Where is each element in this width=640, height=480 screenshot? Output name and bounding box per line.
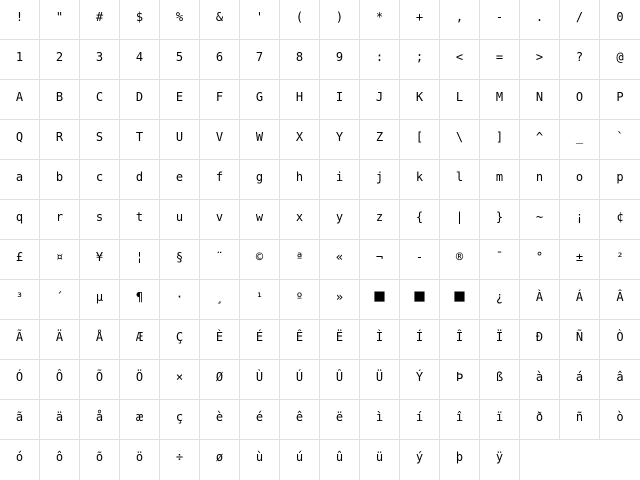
glyph-cell[interactable]: $ [120,0,160,40]
glyph-cell[interactable]: _ [560,120,600,160]
glyph-cell[interactable]: k [400,160,440,200]
glyph-cell[interactable]: / [560,0,600,40]
glyph-cell[interactable]: Y [320,120,360,160]
glyph-cell[interactable]: ¤ [40,240,80,280]
glyph-cell[interactable]: p [600,160,640,200]
glyph-cell[interactable]: Ä [40,320,80,360]
glyph-cell[interactable]: l [440,160,480,200]
glyph-cell[interactable]: i [320,160,360,200]
glyph-cell[interactable]: + [400,0,440,40]
glyph-cell[interactable]: Â [600,280,640,320]
glyph-cell-notdef[interactable]: ■ [400,280,440,320]
glyph-cell[interactable]: ³ [0,280,40,320]
glyph-cell[interactable]: % [160,0,200,40]
glyph-cell[interactable]: à [520,360,560,400]
glyph-cell[interactable]: B [40,80,80,120]
glyph-cell[interactable]: ? [560,40,600,80]
glyph-cell[interactable]: Ð [520,320,560,360]
glyph-cell[interactable]: c [80,160,120,200]
glyph-cell[interactable]: s [80,200,120,240]
glyph-cell[interactable]: Ï [480,320,520,360]
glyph-cell[interactable]: W [240,120,280,160]
glyph-cell[interactable]: ¸ [200,280,240,320]
glyph-cell[interactable]: ã [0,400,40,440]
glyph-cell[interactable]: ' [240,0,280,40]
glyph-cell[interactable]: © [240,240,280,280]
glyph-cell[interactable]: å [80,400,120,440]
glyph-cell[interactable]: ý [400,440,440,480]
glyph-cell[interactable]: x [280,200,320,240]
glyph-cell[interactable]: ] [480,120,520,160]
glyph-cell[interactable]: æ [120,400,160,440]
glyph-cell[interactable]: a [0,160,40,200]
glyph-cell[interactable]: V [200,120,240,160]
glyph-cell[interactable]: Ë [320,320,360,360]
glyph-cell[interactable]: ® [440,240,480,280]
glyph-cell[interactable]: R [40,120,80,160]
glyph-cell[interactable]: = [480,40,520,80]
glyph-cell[interactable]: Á [560,280,600,320]
glyph-cell[interactable]: ¶ [120,280,160,320]
glyph-cell[interactable]: Þ [440,360,480,400]
glyph-cell[interactable]: * [360,0,400,40]
glyph-cell[interactable]: ´ [40,280,80,320]
glyph-cell[interactable]: µ [80,280,120,320]
glyph-cell[interactable]: e [160,160,200,200]
glyph-cell[interactable]: ò [600,400,640,440]
glyph-cell[interactable]: ö [120,440,160,480]
glyph-cell[interactable]: Ò [600,320,640,360]
glyph-cell[interactable]: f [200,160,240,200]
glyph-cell[interactable]: - [480,0,520,40]
glyph-cell[interactable]: o [560,160,600,200]
glyph-cell[interactable]: û [320,440,360,480]
glyph-cell[interactable]: C [80,80,120,120]
glyph-cell[interactable]: 2 [40,40,80,80]
glyph-cell[interactable]: ^ [520,120,560,160]
glyph-cell[interactable]: À [520,280,560,320]
glyph-cell[interactable]: £ [0,240,40,280]
glyph-cell[interactable]: ÿ [480,440,520,480]
glyph-cell[interactable]: Ó [0,360,40,400]
glyph-cell[interactable]: G [240,80,280,120]
glyph-cell[interactable]: M [480,80,520,120]
glyph-cell[interactable]: 4 [120,40,160,80]
glyph-cell[interactable]: > [520,40,560,80]
glyph-cell[interactable]: 9 [320,40,360,80]
glyph-cell[interactable]: @ [600,40,640,80]
glyph-cell[interactable]: w [240,200,280,240]
glyph-cell[interactable]: [ [400,120,440,160]
glyph-cell[interactable]: E [160,80,200,120]
glyph-cell[interactable]: É [240,320,280,360]
glyph-cell[interactable]: ¢ [600,200,640,240]
glyph-cell[interactable]: Ü [360,360,400,400]
glyph-cell[interactable]: ¹ [240,280,280,320]
glyph-cell[interactable]: - [400,240,440,280]
glyph-cell[interactable]: j [360,160,400,200]
glyph-cell[interactable]: { [400,200,440,240]
glyph-cell[interactable]: Ý [400,360,440,400]
glyph-cell[interactable]: \ [440,120,480,160]
glyph-cell[interactable]: ¬ [360,240,400,280]
glyph-cell[interactable]: Ì [360,320,400,360]
glyph-cell[interactable]: d [120,160,160,200]
glyph-cell[interactable]: º [280,280,320,320]
glyph-cell[interactable]: ù [240,440,280,480]
glyph-cell[interactable]: F [200,80,240,120]
glyph-cell[interactable]: ` [600,120,640,160]
glyph-cell[interactable]: â [600,360,640,400]
glyph-cell[interactable]: ¦ [120,240,160,280]
glyph-cell[interactable]: Ö [120,360,160,400]
glyph-cell[interactable]: § [160,240,200,280]
glyph-cell[interactable]: Î [440,320,480,360]
glyph-cell[interactable]: Ã [0,320,40,360]
glyph-cell[interactable]: N [520,80,560,120]
glyph-cell[interactable]: t [120,200,160,240]
glyph-cell[interactable]: í [400,400,440,440]
glyph-cell[interactable]: ± [560,240,600,280]
glyph-cell[interactable]: Õ [80,360,120,400]
glyph-cell[interactable]: 6 [200,40,240,80]
glyph-cell[interactable]: È [200,320,240,360]
glyph-cell[interactable]: ô [40,440,80,480]
glyph-cell[interactable]: × [160,360,200,400]
glyph-cell[interactable]: z [360,200,400,240]
glyph-cell[interactable]: ï [480,400,520,440]
glyph-cell[interactable]: Ø [200,360,240,400]
glyph-cell[interactable]: Å [80,320,120,360]
glyph-cell[interactable]: Ê [280,320,320,360]
glyph-cell[interactable]: r [40,200,80,240]
glyph-cell[interactable]: . [520,0,560,40]
glyph-cell[interactable]: ! [0,0,40,40]
glyph-cell[interactable]: Ú [280,360,320,400]
glyph-cell[interactable]: " [40,0,80,40]
glyph-cell[interactable]: U [160,120,200,160]
glyph-cell[interactable]: ª [280,240,320,280]
glyph-cell[interactable]: ¯ [480,240,520,280]
glyph-cell[interactable]: X [280,120,320,160]
glyph-cell[interactable]: ¡ [560,200,600,240]
glyph-cell[interactable]: ² [600,240,640,280]
glyph-cell[interactable]: 1 [0,40,40,80]
glyph-cell[interactable]: ñ [560,400,600,440]
glyph-cell[interactable]: A [0,80,40,120]
glyph-cell[interactable]: O [560,80,600,120]
glyph-cell[interactable]: < [440,40,480,80]
glyph-cell[interactable]: y [320,200,360,240]
glyph-cell[interactable]: L [440,80,480,120]
glyph-cell[interactable]: 5 [160,40,200,80]
glyph-cell[interactable]: h [280,160,320,200]
glyph-cell[interactable]: S [80,120,120,160]
glyph-cell[interactable]: Æ [120,320,160,360]
glyph-cell[interactable]: Z [360,120,400,160]
glyph-cell[interactable]: ë [320,400,360,440]
glyph-cell[interactable]: ì [360,400,400,440]
glyph-cell[interactable]: m [480,160,520,200]
glyph-cell[interactable]: Ç [160,320,200,360]
glyph-cell-notdef[interactable]: ■ [440,280,480,320]
glyph-cell[interactable]: J [360,80,400,120]
glyph-cell[interactable]: ú [280,440,320,480]
glyph-cell[interactable]: ð [520,400,560,440]
glyph-cell[interactable]: ß [480,360,520,400]
glyph-cell[interactable]: è [200,400,240,440]
glyph-cell[interactable]: & [200,0,240,40]
glyph-cell[interactable]: ä [40,400,80,440]
glyph-cell[interactable]: ) [320,0,360,40]
glyph-cell[interactable]: | [440,200,480,240]
glyph-cell[interactable]: ¿ [480,280,520,320]
glyph-cell[interactable]: Ù [240,360,280,400]
glyph-cell[interactable]: ê [280,400,320,440]
glyph-cell[interactable]: ó [0,440,40,480]
glyph-cell[interactable]: } [480,200,520,240]
glyph-cell[interactable]: , [440,0,480,40]
glyph-cell[interactable]: ¥ [80,240,120,280]
glyph-cell[interactable]: 7 [240,40,280,80]
glyph-cell[interactable]: » [320,280,360,320]
glyph-cell[interactable]: b [40,160,80,200]
glyph-cell[interactable]: ø [200,440,240,480]
glyph-cell[interactable]: I [320,80,360,120]
glyph-cell[interactable]: · [160,280,200,320]
glyph-cell[interactable]: ¨ [200,240,240,280]
glyph-cell[interactable]: 0 [600,0,640,40]
glyph-cell[interactable]: Û [320,360,360,400]
glyph-cell[interactable]: ° [520,240,560,280]
glyph-cell[interactable]: ü [360,440,400,480]
glyph-cell[interactable]: g [240,160,280,200]
glyph-cell[interactable]: K [400,80,440,120]
glyph-cell[interactable]: v [200,200,240,240]
glyph-cell[interactable]: ÷ [160,440,200,480]
glyph-cell[interactable]: Ô [40,360,80,400]
glyph-cell[interactable]: n [520,160,560,200]
glyph-cell[interactable]: # [80,0,120,40]
glyph-cell[interactable]: : [360,40,400,80]
glyph-cell[interactable]: î [440,400,480,440]
glyph-cell[interactable]: Ñ [560,320,600,360]
glyph-cell[interactable]: 8 [280,40,320,80]
glyph-cell[interactable]: D [120,80,160,120]
glyph-cell[interactable]: ( [280,0,320,40]
glyph-cell[interactable]: é [240,400,280,440]
glyph-cell[interactable]: ~ [520,200,560,240]
glyph-cell[interactable]: T [120,120,160,160]
glyph-cell[interactable]: « [320,240,360,280]
glyph-cell[interactable]: Í [400,320,440,360]
glyph-cell[interactable]: á [560,360,600,400]
glyph-cell[interactable]: þ [440,440,480,480]
glyph-cell[interactable]: ; [400,40,440,80]
glyph-cell[interactable]: P [600,80,640,120]
glyph-cell[interactable]: Q [0,120,40,160]
glyph-cell-notdef[interactable]: ■ [360,280,400,320]
glyph-cell[interactable]: u [160,200,200,240]
glyph-cell[interactable]: 3 [80,40,120,80]
glyph-cell[interactable]: H [280,80,320,120]
glyph-cell[interactable]: ç [160,400,200,440]
glyph-cell[interactable]: õ [80,440,120,480]
glyph-cell[interactable]: q [0,200,40,240]
